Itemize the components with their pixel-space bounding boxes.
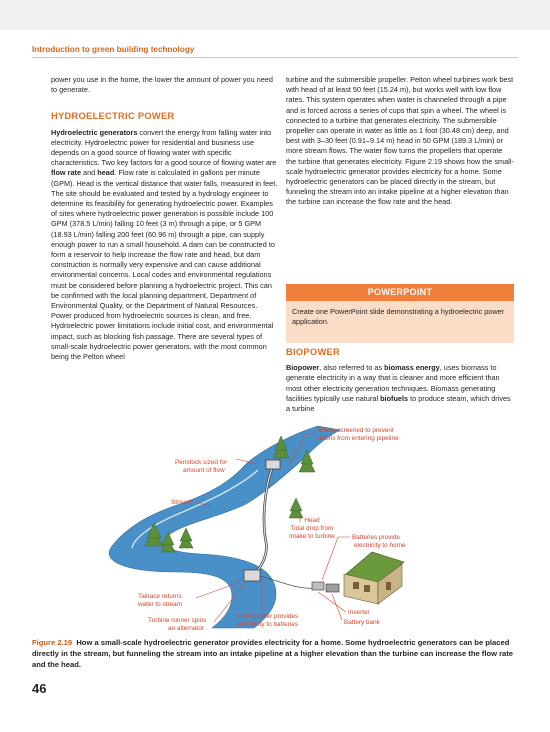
figure-label: Figure 2.19 — [32, 638, 73, 647]
col2-text-c: , uses biomass to generate electricity in a way that is cleaner and more efficient than most other electricity generation techniques. Biomass generating facilities typically use natural — [286, 363, 500, 403]
label-head: Head Total drop from intake to turbine — [289, 517, 335, 540]
leader-inverter — [318, 592, 346, 612]
turbine-housing — [244, 570, 260, 581]
callout-title: POWERPOINT — [286, 284, 514, 301]
col1-paragraph-1: power you use in the home, the lower the amount of power you need to generate. — [51, 75, 273, 95]
leader-batteries — [322, 537, 350, 580]
col2-paragraph-1: turbine and the submersible propeller. Pelton wheel turbines work best with head of at least 50 feet (15.24 m), but works well with low flow rates. This system operates when water is channeled through a pipe and is forced across a series of cups that spin a wheel. The wheel is connected to a turbine that generates electricity. The submersible propeller can operate in water as little as 1 foot (30.48 cm) deep, and best with 3–30 feet (0.91–9.14 m) head in 50 GPM (189.3 L/min) or more stream flows. The water flow turns the propellers that operate the turbine that generates electricity. Figure 2.19 shows how the small-scale hydroelectric generator provides electricity for a home. Some hydroelectric generators can be placed directly in the stream, but funneling the stream into an intake pipeline at a higher elevation than the turbine can increase the flow rate and the head. — [286, 75, 514, 207]
col1-paragraph-2 — [51, 128, 279, 363]
hydro-diagram — [0, 422, 550, 634]
page-number: 46 — [32, 681, 47, 696]
figure-caption-text: How a small-scale hydroelectric generator provides electricity for a home. Some hydroelectric generators can be placed directly in the stream, but funneling the stream into an intake pipeline at a higher elevation than the turbine can increase the flow rate and the head. — [32, 638, 514, 669]
header-rule — [32, 57, 518, 58]
intake-structure — [266, 460, 280, 469]
col2-text-e: to produce steam, which drives a turbine — [286, 393, 511, 414]
powerpoint-callout — [286, 284, 514, 343]
figure-caption — [32, 637, 520, 670]
biopower-heading: BIOPOWER — [286, 347, 341, 357]
term-head: head — [97, 168, 115, 178]
term-biofuels: biofuels — [380, 393, 409, 403]
label-intake: Intake screened to prevent debris from entering pipeline — [318, 427, 399, 442]
term-biopower: Biopower — [286, 363, 320, 373]
battery-bank-box — [326, 584, 339, 592]
biopower-paragraph — [286, 363, 514, 414]
callout-text: Create one PowerPoint slide demonstrating a hydroelectric power application. — [292, 307, 505, 327]
label-hydropower: Hydropower provides electricity to batteries — [237, 613, 299, 628]
hydroelectric-heading: HYDROELECTRIC POWER — [51, 111, 175, 122]
left-column — [51, 75, 279, 362]
col2-text-a: , also referred to as — [319, 363, 385, 373]
biopower-section — [286, 347, 514, 414]
term-biomass-energy: biomass energy — [384, 363, 440, 373]
col1-text-e: . Flow rate is calculated in gallons per minute (GPM). Head is the vertical distance that water falls, measured in feet. The site should be evaluated and tested by a hydrology engineer to determine its feasibility for generating hydroelectric power. Examples of sites where hydroelectric power generation is possible include 100 GPM (378.5 L/min) falling 10 feet (3 m) through a pipe, or 5 GPM (18.93 L/min) falling 200 feet (60.96 m) through a pipe, can supply enough power to run a small household. A dam can be constructed to form a reservoir to help increase the flow rate and head, but dam construction is normally very expensive and can cause additional environmental concerns. Local codes and environmental regulations must be considered before planning a hydroelectric project. This can be confirmed with the local planning department, Department of Environmental Quality, or the Department of Natural Resources. Power produced from hydroelectric sources is clean, and free. Hydroelectric power limitations include initial cost, and environmental impact, such as blocking fish passage. There are several types of small-scale hydroelectric power generators, with the most common being the Pelton wheel — [51, 168, 278, 362]
leader-battery-bank — [332, 594, 342, 620]
house — [344, 552, 404, 604]
label-stream: Stream — [171, 499, 192, 506]
top-band — [0, 0, 550, 30]
label-penstock: Penstock sized for amount of flow — [175, 459, 228, 474]
running-header: Introduction to green building technology — [32, 45, 195, 54]
label-batteries: Batteries provide electricity to home — [352, 534, 406, 549]
col1-text-a: convert the energy from falling water into electricity. Hydroelectric power for residential and business use depends on a good source of flowing water with specific characteristics. Two key factors for a good source of flowing water are — [51, 127, 277, 168]
label-battery-bank: Battery bank — [344, 619, 380, 626]
term-hydroelectric-generators: Hydroelectric generators — [51, 127, 138, 137]
label-inverter: Inverter — [348, 609, 370, 616]
label-tailrace: Tailrace returns water to stream — [138, 593, 183, 608]
term-flow-rate: flow rate — [51, 168, 82, 178]
right-column — [286, 75, 514, 208]
col1-text-c: and — [81, 168, 98, 178]
inverter-box — [312, 582, 324, 590]
label-turbine: Turbine runner spins an alternator — [148, 617, 207, 632]
